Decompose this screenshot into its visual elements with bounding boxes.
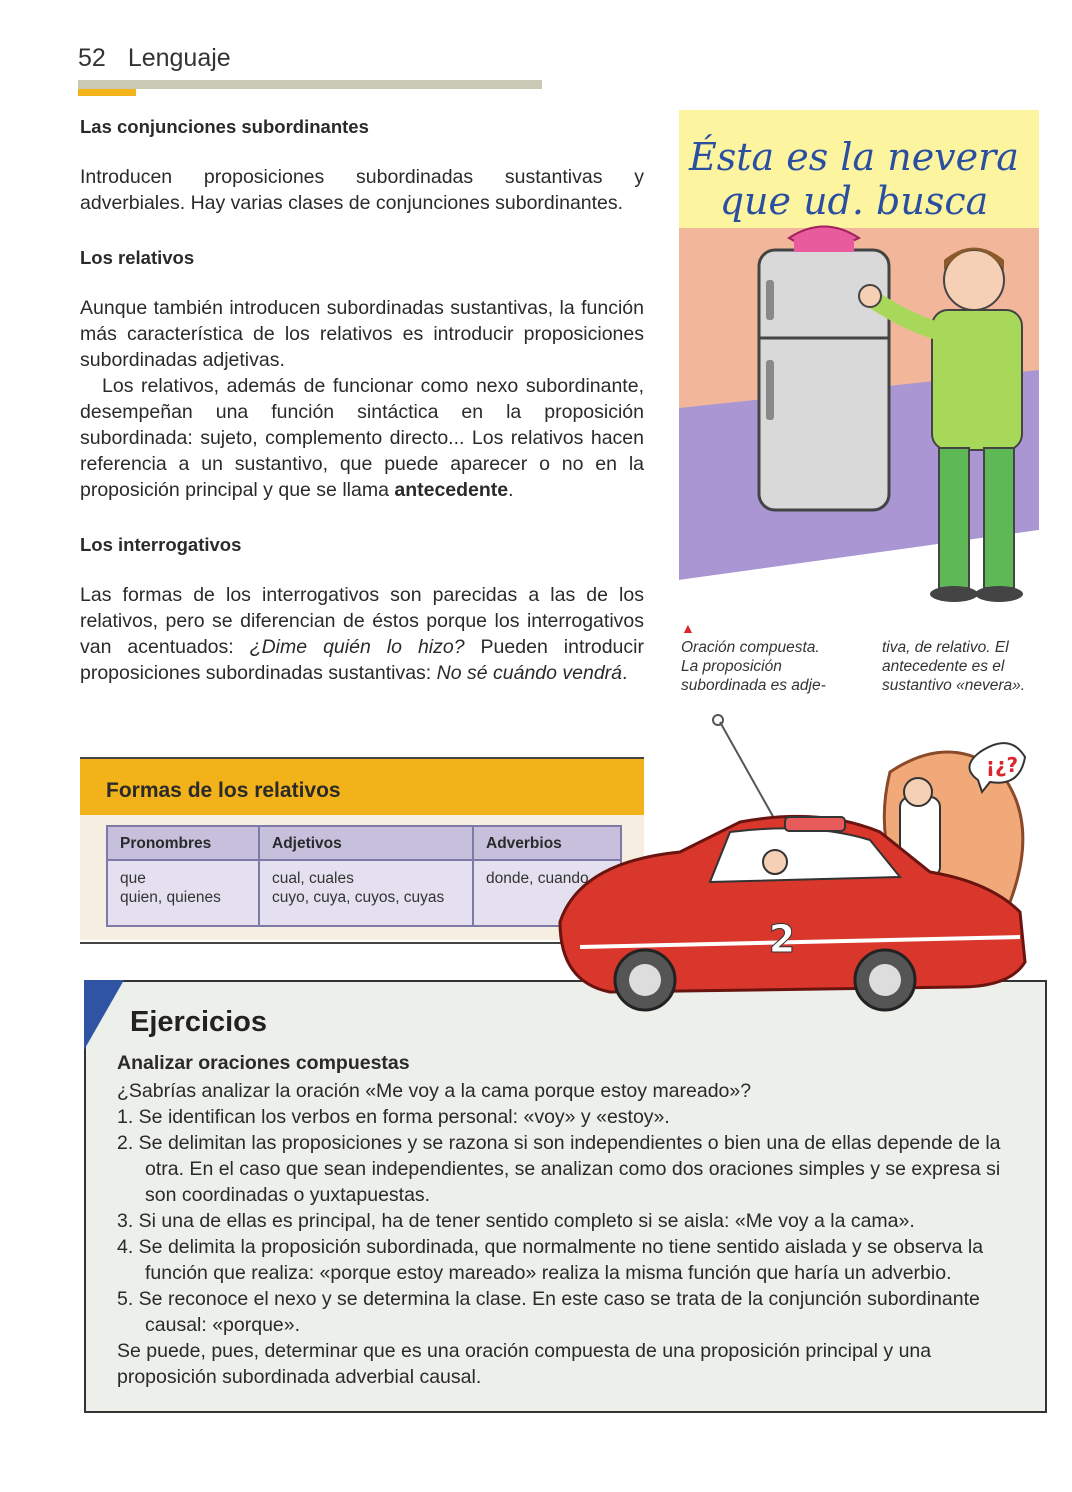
cell-line: cuyo, cuya, cuyos, cuyas <box>272 889 445 906</box>
sign-line1: Ésta es la nevera <box>689 135 1019 179</box>
car-number: 2 <box>768 917 796 961</box>
conjunciones-text: Introducen proposiciones subordinadas sustantivas y adverbiales. Hay varias clases de conjunciones subordinantes. <box>80 166 644 214</box>
cell-pronombres <box>107 860 259 926</box>
ejercicios-corner-accent <box>84 980 124 1050</box>
bubble-text: ¡¿? <box>985 753 1019 777</box>
caption-line: subordinada es adje- <box>681 677 826 694</box>
caption-col1 <box>681 638 826 695</box>
caption-line: sustantivo «nevera». <box>882 677 1026 694</box>
caption-line: Oración compuesta. <box>681 639 820 656</box>
caption-line: tiva, de relativo. El <box>882 639 1009 656</box>
relativos-p1: Aunque también introducen subordinadas sustantivas, la función más característica de los relativos es introducir proposiciones subordinadas adjetivas. <box>80 297 644 371</box>
ejercicios-title: Ejercicios <box>130 1006 268 1038</box>
header-adverbios: Adverbios <box>473 826 621 860</box>
cell-line: donde, cuando <box>486 870 589 887</box>
cell-line: que <box>120 870 146 887</box>
caption-line: La proposición <box>681 658 782 675</box>
ejercicios-subtitle: Analizar oraciones compuestas <box>117 1052 410 1074</box>
ejercicios-item: 2. Se delimitan las proposiciones y se razona si son independientes o bien una de ellas depende de la otra. En el caso que sean independientes, se analizan como dos oraciones simples y se expresa si son coordinadas o yuxtapuestas. <box>117 1132 1001 1206</box>
page-header <box>78 44 231 73</box>
header-rule <box>78 80 542 89</box>
interrogativos-section <box>80 532 644 686</box>
ejercicios-item: 1. Se identifican los verbos en forma personal: «voy» y «estoy». <box>117 1106 670 1128</box>
caption-line: antecedente es el <box>882 658 1005 675</box>
police-car-illustration <box>520 712 1052 1032</box>
conjunciones-section <box>80 114 644 216</box>
driver-head <box>763 850 787 874</box>
relativos-p2-end: . <box>508 479 514 501</box>
relativos-heading: Los relativos <box>80 247 195 268</box>
interrogativos-text <box>80 582 644 686</box>
ejercicios-item: 5. Se reconoce el nexo y se determina la clase. En este caso se trata de la conjunción subordinante causal: «porque». <box>117 1288 980 1336</box>
ejercicios-conclusion: Se puede, pues, determinar que es una oración compuesta de una proposición principal y una proposición subordinada adverbial causal. <box>117 1340 932 1388</box>
relativos-p2-text: Los relativos, además de funcionar como nexo subordinante, desempeñan una función sintáctica en la proposición subordinada: sujeto, complemento directo... Los relativos hacen referencia a un sustantivo, que puede aparecer o no en la proposición principal y que se llama <box>80 375 644 501</box>
ejercicios-item: 4. Se delimita la proposición subordinada, que normalmente no tiene sentido aislada y se observa la función que realiza: «porque estoy mareado» realiza la misma función que haría un adverbio. <box>117 1236 984 1284</box>
cell-line: quien, quienes <box>120 889 221 906</box>
formas-title: Formas de los relativos <box>106 779 341 802</box>
sign-line2: que ud. busca <box>719 179 989 223</box>
relativos-p2 <box>80 373 644 503</box>
antenna <box>720 722 775 820</box>
interrogativos-t3: . <box>622 662 628 684</box>
header-accent <box>78 89 136 96</box>
salesman-jacket <box>932 310 1022 450</box>
ejercicios-intro: ¿Sabrías analizar la oración «Me voy a la cama porque estoy mareado»? <box>117 1080 752 1102</box>
interrogativos-t1: Las formas de los interrogativos son parecidas a las de los relativos, pero se diferencian de éstos porque los interrogativos van acentuados: <box>80 584 644 658</box>
caption-col2 <box>882 638 1025 695</box>
header-adjetivos: Adjetivos <box>259 826 473 860</box>
interrogativos-heading: Los interrogativos <box>80 534 242 555</box>
ejercicios-item: 3. Si una de ellas es principal, ha de tener sentido completo si se aisla: «Me voy a la cama». <box>117 1210 915 1232</box>
header-pronombres: Pronombres <box>107 826 259 860</box>
cell-line: cual, cuales <box>272 870 354 887</box>
interrogativos-t2: Pueden introducir proposiciones subordinadas sustantivas: <box>80 636 644 684</box>
relativos-section <box>80 245 644 503</box>
caption-triangle-icon: ▲ <box>681 620 695 636</box>
conjunciones-heading: Las conjunciones subordinantes <box>80 116 369 137</box>
interrogativos-example2: No sé cuándo vendrá <box>436 662 623 684</box>
siren-light <box>785 817 845 831</box>
fridge-salesman-illustration <box>674 110 1044 610</box>
cell-adjetivos <box>259 860 473 926</box>
interrogativos-example1: ¿Dime quién lo hizo? <box>249 636 465 658</box>
antecedente-term: antecedente <box>394 479 509 501</box>
section-name: Lenguaje <box>127 44 231 72</box>
page-number: 52 <box>78 44 106 72</box>
